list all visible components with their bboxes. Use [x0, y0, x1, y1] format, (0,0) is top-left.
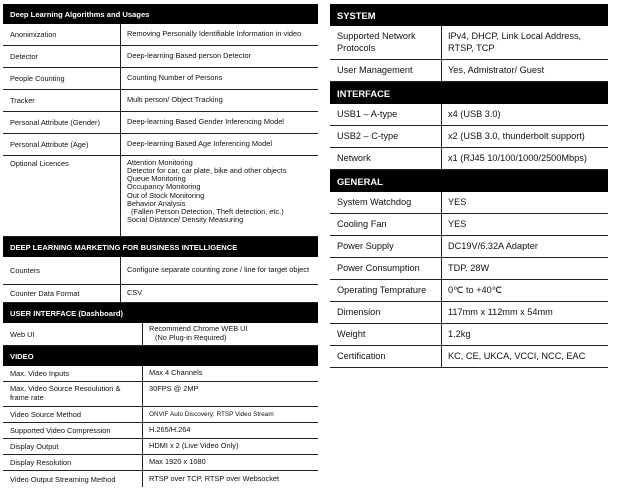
row-label: Network — [330, 148, 442, 169]
list-item: Behavior Analysis — [127, 198, 186, 208]
row-value: Max 4 Channels — [149, 368, 203, 378]
list-item: (Fallen Person Detection, Theft detection, etc.) — [131, 206, 284, 216]
table-row — [330, 214, 608, 236]
list-item: Occupancy Monitoring — [127, 182, 201, 192]
table-row — [3, 471, 318, 487]
list-item: Social Distance/ Density Measuring — [127, 214, 244, 224]
row-value: DC19V/6.32A Adapter — [448, 241, 538, 252]
right-spec-table — [330, 4, 608, 368]
row-label: System Watchdog — [330, 192, 442, 213]
row-label: Power Supply — [330, 236, 442, 257]
row-value: Multi person/ Object Tracking — [127, 95, 223, 105]
left-spec-table — [3, 4, 318, 487]
row-value: 30FPS @ 2MP — [149, 384, 199, 393]
row-value: Deep-learning Based person Detector — [127, 51, 252, 61]
row-label: USB2 – C-type — [330, 126, 442, 147]
section-header-marketing: DEEP LEARNING MARKETING FOR BUSINESS INTELLIGENCE — [3, 237, 318, 257]
row-value: RTSP over TCP, RTSP over Websocket — [149, 473, 280, 483]
row-value: 117mm x 112mm x 54mm — [448, 307, 553, 318]
row-value: YES — [448, 197, 467, 208]
section-header-user-interface: USER INTERFACE (Dashboard) — [3, 303, 318, 323]
section-header-interface: INTERFACE — [330, 82, 608, 104]
row-value: TDP. 28W — [448, 263, 490, 274]
table-row — [330, 302, 608, 324]
row-value: YES — [448, 219, 467, 230]
table-row — [330, 346, 608, 368]
row-label: Supported Video Compression — [3, 423, 143, 438]
table-row — [3, 285, 318, 303]
row-label: Dimension — [330, 302, 442, 323]
row-label: People Counting — [3, 68, 121, 89]
table-row — [3, 439, 318, 455]
row-value: x1 (RJ45 10/100/1000/2500Mbps) — [448, 153, 587, 164]
table-row — [330, 236, 608, 258]
row-value: Deep-learning Based Gender Inferencing Model — [127, 117, 284, 127]
table-row — [3, 46, 318, 68]
row-value: H.265/H.264 — [149, 425, 191, 435]
table-row — [3, 68, 318, 90]
table-row — [3, 112, 318, 134]
row-label: Personal Attribute (Gender) — [3, 112, 121, 133]
table-row — [330, 26, 608, 60]
row-value: CSV — [127, 288, 143, 298]
row-label: Weight — [330, 324, 442, 345]
row-label: Max. Video Source Resoulution & frame rate — [3, 382, 143, 406]
row-value: x4 (USB 3.0) — [448, 109, 501, 120]
table-row — [3, 257, 318, 285]
table-row-optional-licences — [3, 156, 318, 237]
row-value: 0℃ to +40℃ — [448, 285, 503, 296]
section-header-general: GENERAL — [330, 170, 608, 192]
row-value: x2 (USB 3.0, thunderbolt support) — [448, 131, 585, 142]
row-value: KC, CE, UKCA, VCCI, NCC, EAC — [448, 351, 586, 362]
table-row — [3, 407, 318, 423]
row-label: Optional Licences — [3, 156, 121, 236]
row-label: Video Source Method — [3, 407, 143, 422]
list-item: Out of Stock Monitoring — [127, 190, 205, 200]
list-item: Detector for car, car plate, bike and other objects — [127, 166, 287, 176]
row-label: Cooling Fan — [330, 214, 442, 235]
row-value: ONVIF Auto Discovery; RTSP Video Stream — [149, 410, 274, 418]
value-line: (No Plug-in Required) — [155, 332, 227, 342]
row-label: Display Output — [3, 439, 143, 454]
row-value: Max 1920 x 1080 — [149, 457, 206, 467]
row-label: Operating Temprature — [330, 280, 442, 301]
row-label: Power Consumption — [330, 258, 442, 279]
row-value: IPv4, DHCP, Link Local Address, RTSP, TCP — [448, 31, 582, 53]
table-row — [3, 134, 318, 156]
row-value: HDMI x 2 (Live Video Only) — [149, 441, 239, 451]
list-item: Attention Monitoring — [127, 158, 193, 167]
row-value: Counting Number of Persons — [127, 73, 223, 83]
row-label: Display Resolution — [3, 455, 143, 470]
table-row — [3, 423, 318, 439]
row-value: Deep-learning Based Age Inferencing Model — [127, 139, 273, 149]
table-row — [330, 148, 608, 170]
row-value: 1.2kg — [448, 329, 471, 340]
row-label: Certification — [330, 346, 442, 367]
row-label: Max. Video Inputs — [3, 366, 143, 381]
row-value: Removing Personally Identifiable Information in video — [127, 29, 302, 39]
section-header-video: VIDEO — [3, 346, 318, 366]
table-row — [330, 104, 608, 126]
table-row — [3, 24, 318, 46]
table-row — [3, 455, 318, 471]
value-line: Recommend Chrome WEB UI — [149, 324, 248, 333]
table-row — [3, 366, 318, 382]
row-value — [143, 323, 318, 345]
table-row — [330, 126, 608, 148]
table-row — [330, 324, 608, 346]
row-label: Supported Network Protocols — [330, 26, 442, 59]
section-header-system: SYSTEM — [330, 4, 608, 26]
table-row — [3, 90, 318, 112]
row-label: Detector — [3, 46, 121, 67]
row-label: Anonimization — [3, 24, 121, 45]
row-label: USB1 – A-type — [330, 104, 442, 125]
optional-licence-list — [121, 156, 318, 236]
table-row — [330, 60, 608, 82]
row-label: Tracker — [3, 90, 121, 111]
row-label: Counters — [3, 257, 121, 284]
row-label: Personal Attribute (Age) — [3, 134, 121, 155]
row-label: Web UI — [3, 323, 143, 345]
list-item: Queue Monitoring — [127, 174, 186, 184]
table-row — [330, 280, 608, 302]
row-label: Video Output Streaming Method — [3, 471, 143, 487]
table-row — [3, 323, 318, 346]
table-row — [3, 382, 318, 407]
section-header-algorithms: Deep Learning Algorithms and Usages — [3, 4, 318, 24]
row-label: Counter Data Format — [3, 285, 121, 302]
row-label: User Management — [330, 60, 442, 81]
table-row — [330, 192, 608, 214]
row-value: Yes, Admistrator/ Guest — [448, 65, 545, 76]
row-value: Configure separate counting zone / line for target object — [127, 265, 310, 275]
table-row — [330, 258, 608, 280]
